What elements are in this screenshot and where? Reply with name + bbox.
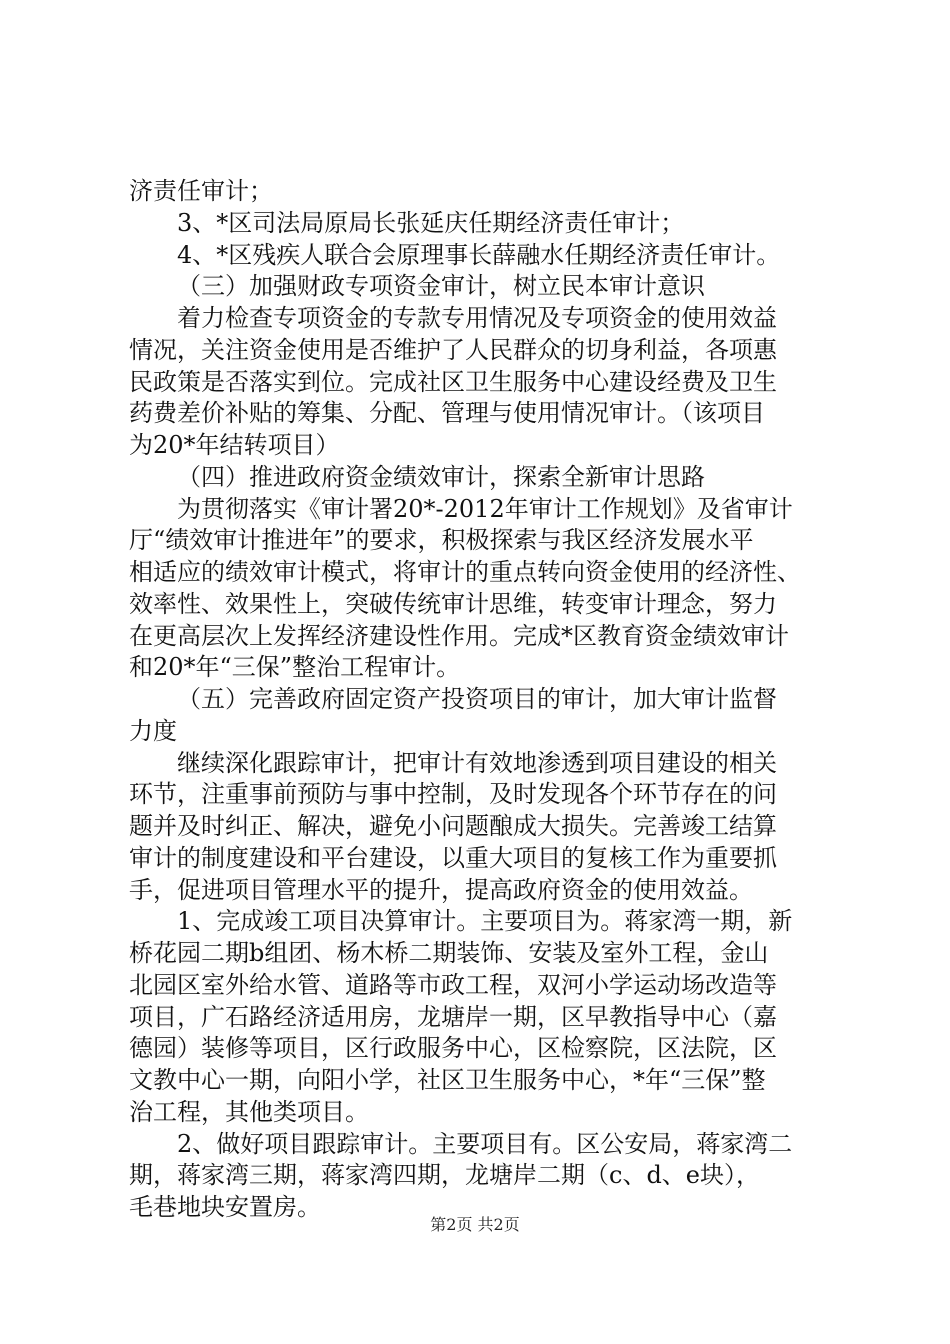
- text-line: 期，蒋家湾三期，蒋家湾四期，龙塘岸二期（c、d、e块），: [129, 1161, 761, 1189]
- text-line: 手，促进项目管理水平的提升，提高政府资金的使用效益。: [129, 876, 753, 904]
- text-line: 厅“绩效审计推进年”的要求，积极探索与我区经济发展水平: [129, 526, 754, 554]
- text-line: 桥花园二期b组团、杨木桥二期装饰、安装及室外工程，金山: [129, 939, 769, 967]
- section-heading-continued: 力度: [129, 717, 177, 745]
- text-line: 效率性、效果性上，突破传统审计思维，转变审计理念，努力: [129, 590, 777, 618]
- section-heading: （四）推进政府资金绩效审计，探索全新审计思路: [177, 463, 705, 491]
- text-line: 为20*年结转项目）: [129, 431, 340, 459]
- text-line: 治工程，其他类项目。: [129, 1098, 369, 1126]
- text-line: 民政策是否落实到位。完成社区卫生服务中心建设经费及卫生: [129, 368, 777, 396]
- text-line: 题并及时纠正、解决，避免小问题酿成大损失。完善竣工结算: [129, 812, 777, 840]
- text-line: 3、*区司法局原局长张延庆任期经济责任审计；: [177, 209, 685, 237]
- text-line: 和20*年“三保”整治工程审计。: [129, 653, 461, 681]
- text-line: 情况，关注资金使用是否维护了人民群众的切身利益，各项惠: [129, 336, 777, 364]
- text-line: 审计的制度建设和平台建设，以重大项目的复核工作为重要抓: [129, 844, 777, 872]
- text-line: 4、*区残疾人联合会原理事长薛融水任期经济责任审计。: [177, 241, 781, 269]
- text-line: 毛巷地块安置房。: [129, 1193, 321, 1221]
- text-line: 为贯彻落实《审计署20*-2012年审计工作规划》及省审计: [177, 495, 793, 523]
- section-heading: （五）完善政府固定资产投资项目的审计，加大审计监督: [177, 685, 777, 713]
- text-line: 2、做好项目跟踪审计。主要项目有。区公安局，蒋家湾二: [177, 1130, 793, 1158]
- page-footer: 第2页 共2页: [430, 1215, 520, 1234]
- text-line: 1、完成竣工项目决算审计。主要项目为。蒋家湾一期，新: [177, 907, 793, 935]
- text-line: 环节，注重事前预防与事中控制，及时发现各个环节存在的问: [129, 780, 777, 808]
- text-line: 相适应的绩效审计模式，将审计的重点转向资金使用的经济性、: [129, 558, 801, 586]
- text-line: 在更高层次上发挥经济建设性作用。完成*区教育资金绩效审计: [129, 622, 789, 650]
- text-line: 文教中心一期，向阳小学，社区卫生服务中心，*年“三保”整: [129, 1066, 766, 1094]
- section-heading: （三）加强财政专项资金审计，树立民本审计意识: [177, 272, 705, 300]
- text-line: 继续深化跟踪审计，把审计有效地渗透到项目建设的相关: [177, 749, 777, 777]
- text-line: 济责任审计；: [129, 177, 273, 205]
- text-line: 北园区室外给水管、道路等市政工程，双河小学运动场改造等: [129, 971, 777, 999]
- text-line: 德园）装修等项目，区行政服务中心，区检察院，区法院，区: [129, 1034, 777, 1062]
- text-line: 着力检查专项资金的专款专用情况及专项资金的使用效益: [177, 304, 777, 332]
- text-line: 项目，广石路经济适用房，龙塘岸一期，区早教指导中心（嘉: [129, 1003, 777, 1031]
- text-line: 药费差价补贴的筹集、分配、管理与使用情况审计。（该项目: [129, 399, 765, 427]
